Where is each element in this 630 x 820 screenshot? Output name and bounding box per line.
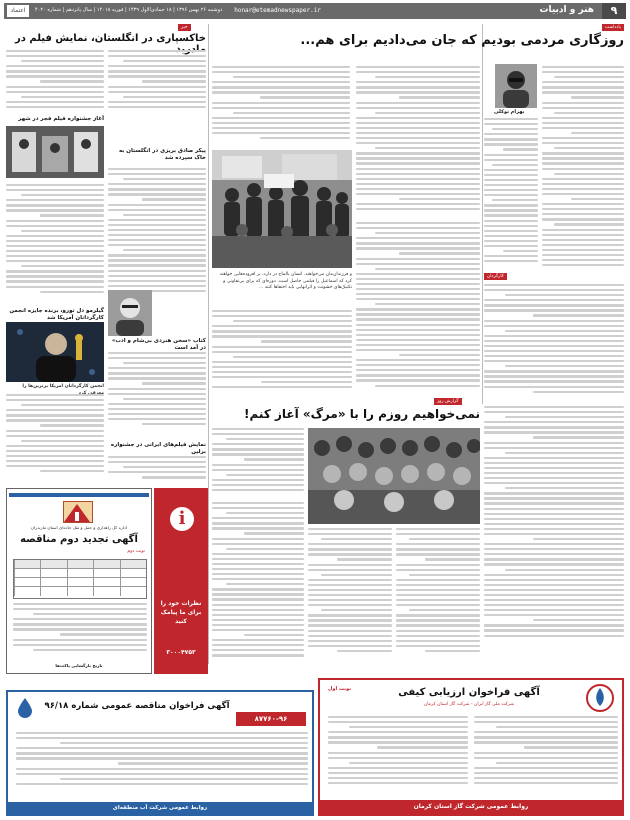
cinema-photo <box>6 126 104 178</box>
road-agency-logo <box>63 501 93 523</box>
water-code: ۸۷۷۶۰-۹۶ <box>236 712 306 726</box>
tender-note: تاریخ بازگشایی پاکت‌ها <box>55 662 103 668</box>
main-story-text-col5 <box>356 222 480 392</box>
left-sub-2[interactable]: پیکر صادق بریزی در انگلستان به خاک سپرده شد <box>118 148 206 161</box>
left-sub-5[interactable]: نمایش فیلم‌های ایرانی در جشنواره برلین <box>110 442 206 455</box>
water-terms <box>16 732 308 794</box>
road-logo-icon <box>62 502 92 524</box>
main-story-text-col2 <box>484 118 538 270</box>
water-ad-title: آگهی فراخوان مناقصه عمومی شماره ۹۶/۱۸ <box>44 701 230 711</box>
tender-ad[interactable] <box>6 488 152 674</box>
water-ad[interactable] <box>6 690 314 816</box>
second-story-photo <box>308 428 480 524</box>
tender-table <box>13 559 147 599</box>
left-column-kicker: خبر <box>178 24 191 31</box>
water-footer: روابط عمومی شرکت آب منطقه‌ای <box>8 802 312 814</box>
cinema-photo-image <box>6 126 104 178</box>
crowd-photo-image <box>212 150 352 268</box>
second-story-text-col3 <box>308 528 392 662</box>
left-sub-4[interactable]: گیلرمو دل تورو، برنده جایزه انجمن کارگردانان آمریکا شد <box>9 308 104 321</box>
left-text-3 <box>108 168 206 306</box>
gas-footer: روابط عمومی شرکت گاز استان کرمان <box>320 800 622 814</box>
left-sub-3[interactable]: کتاب «سخن هنردی بی‌شام و ادب» در آمد است <box>111 338 206 351</box>
second-story-text-col5 <box>484 406 624 662</box>
column-divider <box>482 24 483 404</box>
water-logo <box>14 696 36 718</box>
children-photo-image <box>308 428 480 524</box>
author-portrait <box>495 64 537 108</box>
main-story-photo <box>212 150 352 268</box>
tender-org: اداره کل راهداری و حمل و نقل جاده‌ای استان مازندران <box>30 525 128 530</box>
main-story-text-col6 <box>212 310 352 392</box>
second-story-text-col2 <box>212 502 304 662</box>
gas-ad[interactable] <box>318 678 624 816</box>
main-story-text-col4 <box>212 66 350 144</box>
left-text-6 <box>6 394 104 482</box>
main-story-kicker: یادداشت <box>602 24 624 31</box>
sms-number[interactable]: ۳۰۰۰۴۷۵۳ <box>166 649 196 656</box>
main-story-text-col1 <box>542 66 624 271</box>
issue-date: دوشنبه ۲۶ بهمن ۱۳۹۶ | ۱۸ جمادی‌الاول ۱۴۳۹ | فوریه ۱۴۰۱۸ | سال پانزدهم | شماره ۴۰۲۰ <box>35 7 223 14</box>
gas-terms-right <box>474 716 618 796</box>
author-name: بهرام توکلی <box>494 109 525 115</box>
director-photo <box>6 322 104 382</box>
tender-notice: نوبت دوم <box>127 549 145 554</box>
main-story-headline[interactable]: روزگاری مردمی بودیم که جان می‌دادیم برای هم... <box>300 33 624 48</box>
main-story-text-col3 <box>356 66 480 216</box>
gas-logo <box>584 684 616 712</box>
left-column-headline[interactable]: خاکسپاری در انگلستان، نمایش فیلم در <box>15 33 206 44</box>
author-tag: کارگردان <box>484 273 507 280</box>
gas-flame-icon <box>584 684 616 712</box>
left-text-4 <box>6 184 104 304</box>
person-portrait-image <box>108 290 152 336</box>
left-text-2 <box>6 50 104 114</box>
tender-terms <box>13 603 147 659</box>
second-story-text-col1 <box>212 428 304 498</box>
gas-notice: نوبت اول <box>328 686 352 692</box>
section-email[interactable]: honar@etemadnewspaper.ir <box>234 6 321 14</box>
left-text-1 <box>108 50 206 114</box>
masthead <box>4 3 626 19</box>
left-sub-1[interactable]: آغاز جشنواره فیلم فجر در شهر <box>18 116 104 122</box>
right-column-text <box>484 284 624 402</box>
sms-ad-text: نظرات خود را برای ما پیامک کنید <box>160 600 202 625</box>
left-text-5 <box>108 352 206 438</box>
gas-terms-left <box>328 716 468 796</box>
second-story-text-col4 <box>396 528 480 662</box>
water-drop-icon <box>14 696 36 718</box>
newspaper-logo: اعتماد <box>7 5 29 17</box>
sms-ad[interactable] <box>154 488 208 674</box>
info-icon: i <box>170 507 194 531</box>
main-photo-caption: و فرزندان‌مان می‌خواهند. انسان بالماح در دارد، بر افزوده‌هایی خواهند کرد که اسماعیل را فیلمی حاصل است. دوره‌ای که برای بی‌تفاوتی و تکنیک‌های خشونت و اثرانهایی باید اختفاها کنند ... <box>219 272 352 291</box>
second-story-kicker: گزارش روز <box>434 398 462 405</box>
tender-ad-stripe <box>9 493 149 497</box>
left-text-7 <box>108 456 206 484</box>
second-story-headline[interactable]: نمی‌خواهیم روزم را با «مرگ» آغاز کنم! <box>244 407 480 421</box>
person-icon <box>495 64 537 108</box>
tender-ad-title: آگهی تجدید دوم مناقصه <box>20 534 138 545</box>
gas-ad-title: آگهی فراخوان ارزیابی کیفی <box>398 687 540 698</box>
section-title: هنر و ادبیات <box>539 5 594 16</box>
director-caption: انجمن کارگردانان امریکا برترین‌ها را <box>22 384 104 389</box>
gas-subtitle: شرکت ملی گاز ایران - شرکت گاز استان کرمان <box>423 702 515 707</box>
page-number: ۹ <box>602 3 626 19</box>
column-divider <box>208 24 209 664</box>
director-award-image <box>6 322 104 382</box>
book-author-photo <box>108 290 152 336</box>
